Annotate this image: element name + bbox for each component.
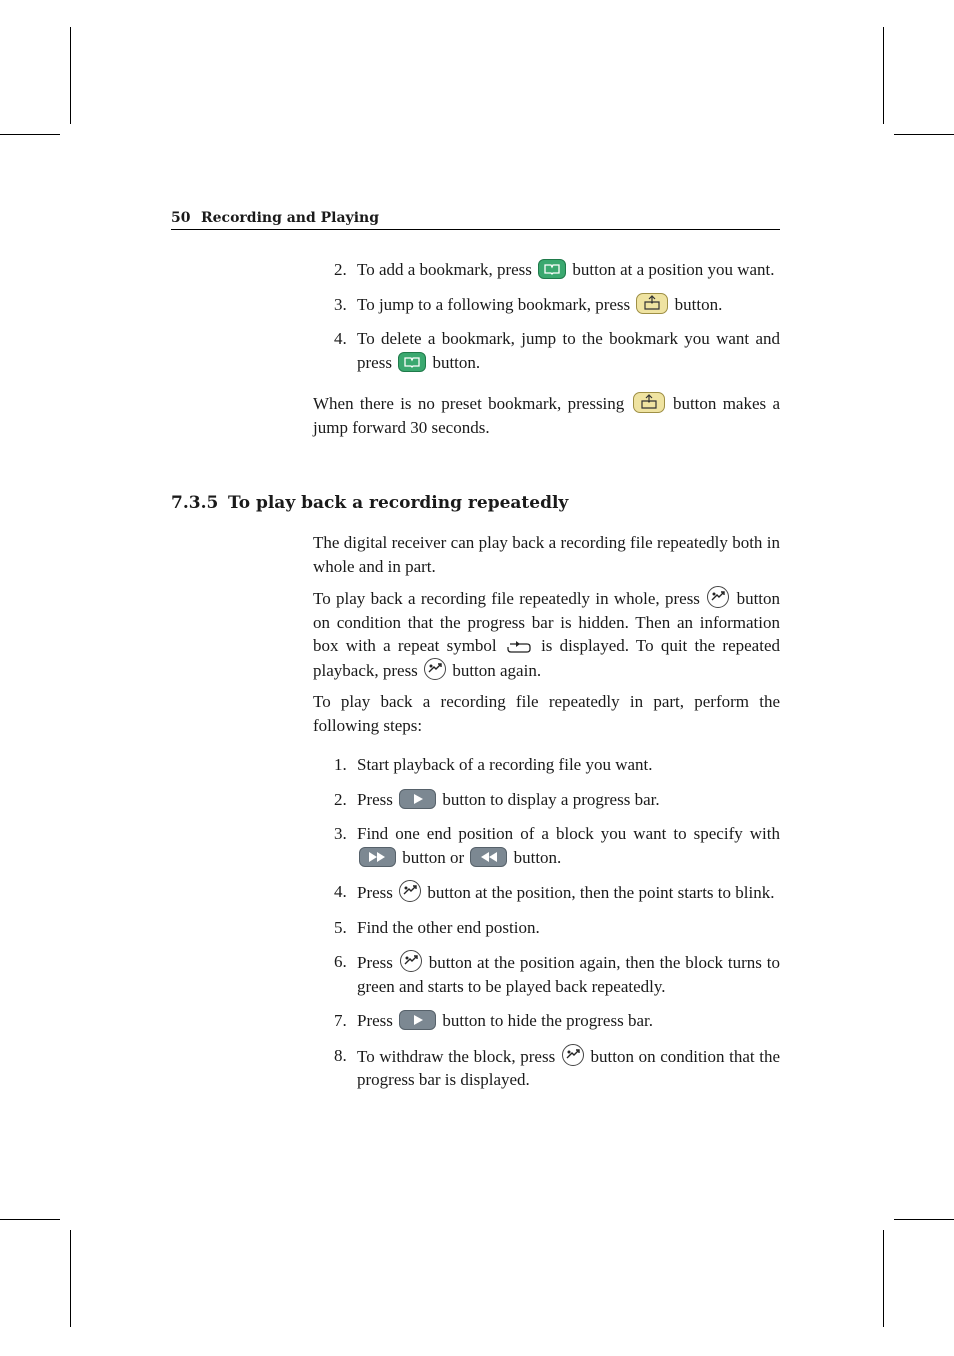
crop-mark (883, 1230, 884, 1327)
list-item: 7. Press button to hide the progress bar. (334, 1011, 653, 1030)
list-item: 2. To add a bookmark, press button at a position you want. (334, 260, 775, 279)
whole-repeat-paragraph: To play back a recording file repeatedly in whole, press button on condition that the progress bar is hidden. Then an information box with a repeat symbol is displayed. To quit the repeated playback, press button again. (313, 586, 780, 682)
list-item: 3. To jump to a following bookmark, press button. (334, 294, 723, 314)
crop-mark (883, 27, 884, 124)
repeat-button-icon (424, 658, 446, 680)
bookmark-jump-icon (633, 392, 665, 413)
repeat-section (313, 531, 780, 1103)
crop-mark (70, 1230, 71, 1327)
repeat-button-icon (707, 586, 729, 608)
list-item: 3. Find one end position of a block you want to specify with button or button. (334, 824, 780, 867)
repeat-steps-list (313, 753, 780, 1092)
bookmark-steps-list (313, 258, 780, 374)
section-title: To play back a recording repeatedly (228, 493, 569, 513)
list-item: 2. Press button to display a progress bar. (334, 789, 660, 809)
repeat-button-icon (400, 950, 422, 972)
crop-mark (0, 1219, 60, 1220)
no-bookmark-paragraph: When there is no preset bookmark, pressing button makes a jump forward 30 seconds. (313, 394, 781, 437)
rewind-icon (470, 847, 507, 867)
intro-paragraph: The digital receiver can play back a recording file repeatedly both in whole and in part. (313, 533, 780, 576)
repeat-button-icon (562, 1044, 584, 1066)
bookmark-add-icon (398, 352, 426, 372)
list-item: 4. Press button at the position, then the point starts to blink. (334, 882, 775, 902)
list-item: 1. Start playback of a recording file you want. (334, 755, 653, 774)
crop-mark (894, 134, 954, 135)
play-icon (399, 1010, 436, 1030)
repeat-symbol-icon (506, 639, 532, 655)
crop-mark (894, 1219, 954, 1220)
repeat-button-icon (399, 880, 421, 902)
crop-mark (0, 134, 60, 135)
play-icon (399, 789, 436, 809)
list-item: 6. Press button at the position again, then the block turns to green and starts to be played back repeatedly. (334, 952, 781, 996)
chapter-title: Recording and Playing (201, 210, 379, 226)
running-header (171, 209, 780, 230)
bookmark-add-icon (538, 259, 566, 279)
list-item: 4. To delete a bookmark, jump to the bookmark you want and press button. (334, 329, 780, 372)
section-number: 7.3.5 (171, 493, 219, 513)
list-item: 5. Find the other end postion. (334, 917, 540, 937)
page-number: 50 (171, 210, 191, 226)
fast-forward-icon (359, 847, 396, 867)
list-item: 8. To withdraw the block, press button on condition that the progress bar is displayed. (334, 1045, 781, 1089)
crop-mark (70, 27, 71, 124)
bookmark-jump-icon (636, 293, 668, 314)
bookmark-section (313, 258, 780, 447)
part-repeat-paragraph: To play back a recording file repeatedly in part, perform the following steps: (313, 692, 780, 735)
